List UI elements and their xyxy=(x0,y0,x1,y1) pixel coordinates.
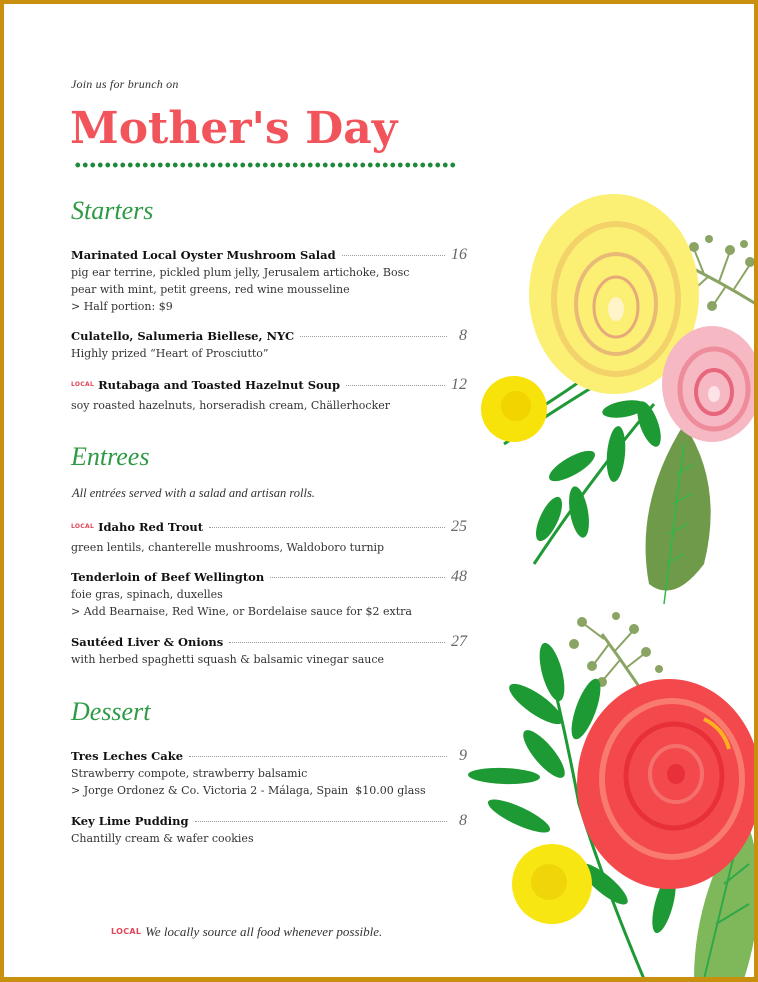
item-price: 12 xyxy=(451,376,467,393)
menu-item xyxy=(71,246,467,315)
pink-rose-icon xyxy=(662,326,758,442)
item-description: pig ear terrine, pickled plum jelly, Jerusalem artichoke, Bosc xyxy=(71,266,410,279)
dot-leader xyxy=(195,821,447,822)
intro-text: Join us for brunch on xyxy=(71,77,179,91)
dot-leader xyxy=(346,385,445,386)
section-title-entrees: Entrees xyxy=(71,442,150,471)
dotted-divider xyxy=(74,162,458,168)
dot-leader xyxy=(342,255,445,256)
section-title-starters: Starters xyxy=(71,196,154,225)
item-price: 8 xyxy=(459,327,467,344)
item-price: 27 xyxy=(451,633,467,650)
dot-leader xyxy=(189,756,447,757)
local-badge: LOCAL xyxy=(71,381,95,388)
footer-note xyxy=(111,924,382,940)
item-name: Sautéed Liver & Onions xyxy=(71,635,224,649)
berry-sprig-icon xyxy=(569,612,663,694)
dot-leader xyxy=(229,642,445,643)
dot-leader xyxy=(300,336,447,337)
dot-leader xyxy=(270,577,445,578)
item-description: Chantilly cream & wafer cookies xyxy=(71,832,254,845)
item-note: > Half portion: $9 xyxy=(71,300,173,313)
yellow-pompom-flower-icon xyxy=(481,376,547,442)
item-name: Rutabaga and Toasted Hazelnut Soup xyxy=(98,378,341,392)
yellow-pompom-flower-icon xyxy=(512,844,592,924)
menu-item xyxy=(71,747,467,799)
leaf-sprig-icon xyxy=(468,640,758,979)
item-name: Culatello, Salumeria Biellese, NYC xyxy=(71,329,295,343)
item-description: soy roasted hazelnuts, horseradish cream, Chällerhocker xyxy=(71,399,391,412)
section-note: All entrées served with a salad and artisan rolls. xyxy=(72,486,315,500)
item-price: 8 xyxy=(459,812,467,829)
item-name: Key Lime Pudding xyxy=(71,814,189,828)
item-description: Strawberry compote, strawberry balsamic xyxy=(71,767,308,780)
menu-item xyxy=(71,812,467,847)
item-name: Idaho Red Trout xyxy=(98,520,204,534)
item-price: 16 xyxy=(451,246,467,263)
item-description: pear with mint, petit greens, red wine mousseline xyxy=(71,283,350,296)
item-description: foie gras, spinach, duxelles xyxy=(71,588,223,601)
menu-item xyxy=(71,518,467,556)
yellow-rose-icon xyxy=(529,194,699,394)
page-title: Mother's Day xyxy=(70,103,398,154)
item-name: Tenderloin of Beef Wellington xyxy=(71,570,265,584)
item-note: > Jorge Ordonez & Co. Victoria 2 - Málaga, Spain $10.00 glass xyxy=(71,784,426,797)
item-name: Marinated Local Oyster Mushroom Salad xyxy=(71,248,336,262)
item-price: 9 xyxy=(459,747,467,764)
item-name: Tres Leches Cake xyxy=(71,749,184,763)
item-description: with herbed spaghetti squash & balsamic vinegar sauce xyxy=(71,653,385,666)
item-note: > Add Bearnaise, Red Wine, or Bordelaise sauce for $2 extra xyxy=(71,605,412,618)
berry-sprig-icon xyxy=(677,235,756,311)
section-title-dessert: Dessert xyxy=(71,697,151,726)
item-description: green lentils, chanterelle mushrooms, Waldoboro turnip xyxy=(71,541,385,554)
menu-item xyxy=(71,633,467,668)
local-badge: LOCAL xyxy=(111,927,142,936)
menu-item xyxy=(71,568,467,620)
item-price: 48 xyxy=(451,568,467,585)
local-badge: LOCAL xyxy=(71,523,95,530)
item-price: 25 xyxy=(451,518,467,535)
footer-text: We locally source all food whenever possible. xyxy=(145,924,383,939)
item-description: Highly prized “Heart of Prosciutto” xyxy=(71,347,269,360)
dot-leader xyxy=(209,527,445,528)
red-rose-icon xyxy=(577,679,758,889)
menu-item xyxy=(71,327,467,362)
menu-item xyxy=(71,376,467,414)
leaf-sprig-icon xyxy=(504,364,711,604)
